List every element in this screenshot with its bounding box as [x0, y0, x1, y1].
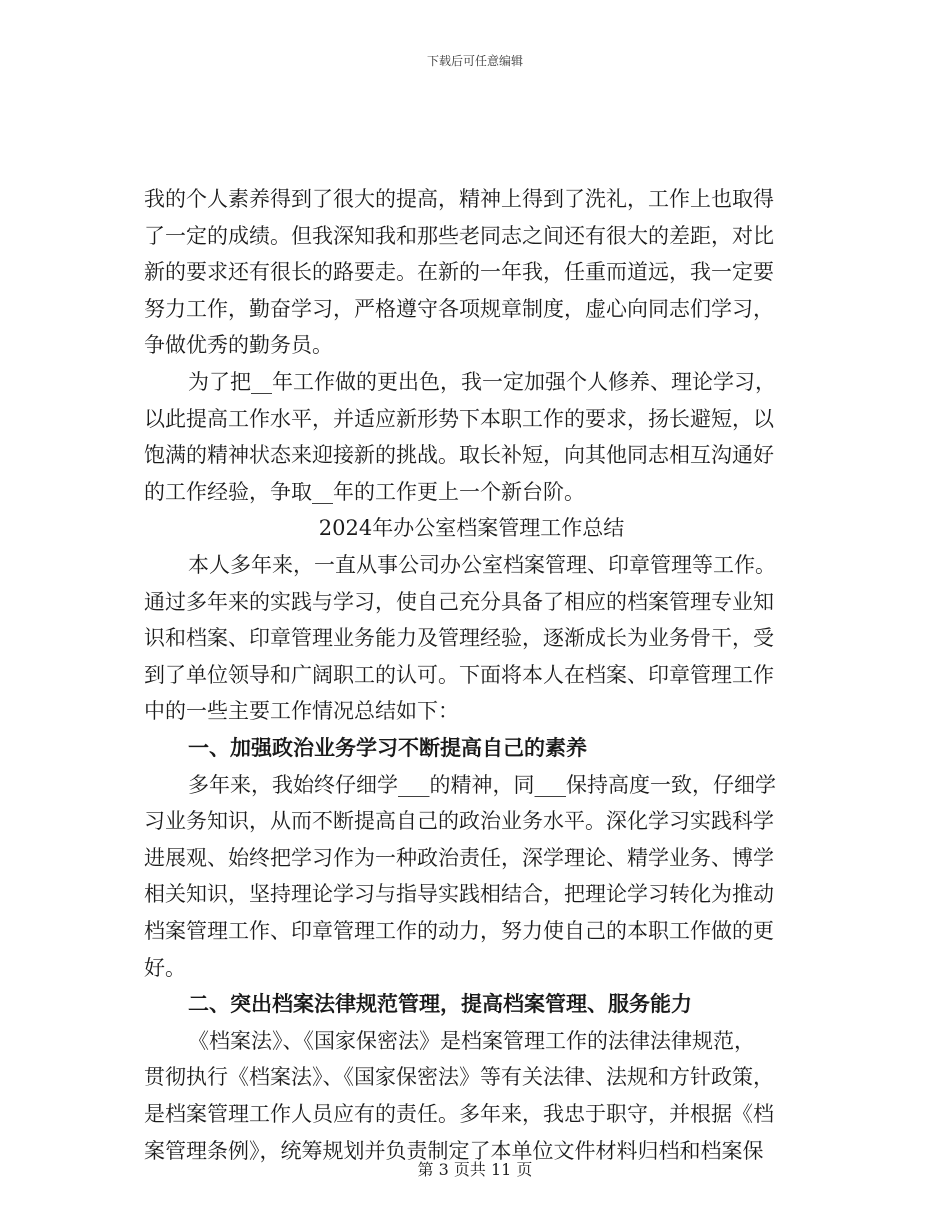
paragraph-line: 新的要求还有很长的路要走。在新的一年我，任重而道远，我一定要 [144, 260, 774, 285]
paragraph-line: 识和档案、印章管理业务能力及管理经验，逐渐成长为业务骨干，受 [144, 626, 774, 651]
page-header: 下载后可任意编辑 [426, 54, 523, 68]
paragraph-line: 的工作经验，争取__年的工作更上一个新台阶。 [144, 479, 585, 504]
paragraph-line: 《档案法》、《国家保密法》是档案管理工作的法律法律规范， [188, 1028, 755, 1053]
paragraph-line: 本人多年来，一直从事公司办公室档案管理、印章管理等工作。 [188, 553, 776, 577]
paragraph-line: 通过多年来的实践与学习，使自己充分具备了相应的档案管理专业知 [144, 589, 774, 614]
paragraph-line: 努力工作，勤奋学习，严格遵守各项规章制度，虚心向同志们学习， [144, 296, 774, 321]
section-title: 2024年办公室档案管理工作总结 [318, 516, 625, 541]
paragraph-line: 了一定的成绩。但我深知我和那些老同志之间还有很大的差距，对比 [144, 223, 774, 248]
page-footer: 第 3 页共 11 页 [417, 1160, 533, 1179]
paragraph-line: 以此提高工作水平，并适应新形势下本职工作的要求，扬长避短，以 [144, 406, 774, 431]
section-heading: 二、突出档案法律规范管理，提高档案管理、服务能力 [188, 991, 692, 1017]
paragraph-line: 饱满的精神状态来迎接新的挑战。取长补短，向其他同志相互沟通好 [144, 443, 774, 468]
section-heading: 一、加强政治业务学习不断提高自己的素养 [188, 735, 587, 760]
paragraph-line: 是档案管理工作人员应有的责任。多年来，我忠于职守，并根据《档 [144, 1102, 774, 1126]
paragraph-line: 我的个人素养得到了很大的提高，精神上得到了洗礼，工作上也取得 [144, 187, 774, 211]
paragraph-line: 相关知识，坚持理论学习与指导实践相结合，把理论学习转化为推动 [144, 882, 774, 907]
paragraph-line: 进展观、始终把学习作为一种政治责任，深学理论、精学业务、博学 [144, 845, 774, 870]
paragraph-line: 档案管理工作、印章管理工作的动力，努力使自己的本职工作做的更 [144, 919, 774, 943]
paragraph-line: 贯彻执行《档案法》、《国家保密法》等有关法律、法规和方针政策， [144, 1065, 774, 1090]
paragraph-line: 到了单位领导和广阔职工的认可。下面将本人在档案、印章管理工作 [144, 662, 774, 687]
paragraph-line: 为了把__年工作做的更出色，我一定加强个人修养、理论学习， [188, 370, 776, 394]
paragraph-line: 中的一些主要工作情况总结如下： [144, 699, 459, 724]
paragraph-line: 案管理条例》，统筹规划并负责制定了本单位文件材料归档和档案保 [144, 1138, 764, 1163]
paragraph-line: 争做优秀的勤务员。 [144, 333, 333, 358]
paragraph-line: 好。 [144, 955, 186, 980]
paragraph-line: 多年来，我始终仔细学___的精神，同___保持高度一致，仔细学 [188, 772, 776, 797]
paragraph-line: 习业务知识，从而不断提高自己的政治业务水平。深化学习实践科学 [144, 809, 774, 834]
